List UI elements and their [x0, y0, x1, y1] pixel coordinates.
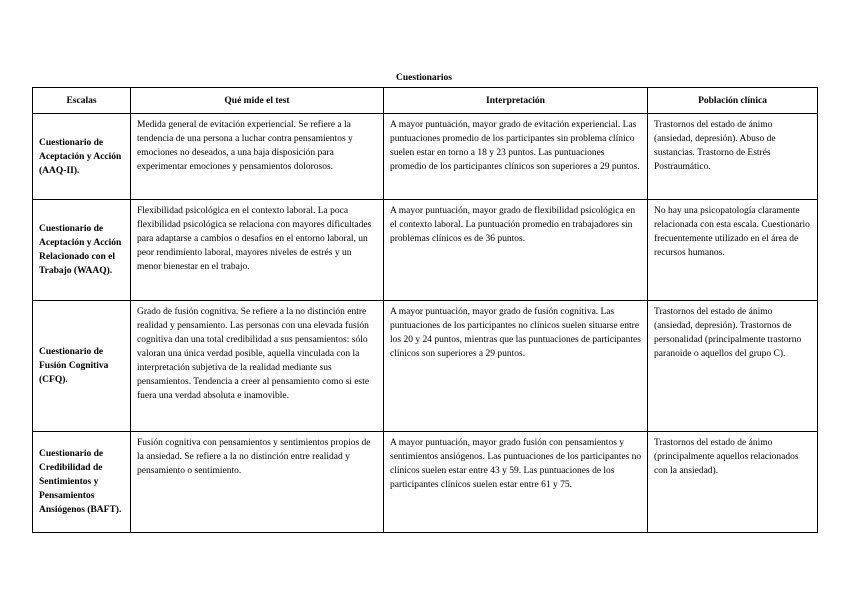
header-measures: Qué mide el test — [131, 88, 384, 114]
population-cell: No hay una psicopatología claramente relacionada con esta escala. Cuestionario frecuentemente utilizado en el área de recursos humanos. — [648, 200, 818, 301]
measures-cell: Fusión cognitiva con pensamientos y sentimientos propios de la ansiedad. Se refiere a la no distinción entre realidad y pensamiento o sentimiento. — [131, 432, 384, 533]
header-scale: Escalas — [33, 88, 131, 114]
table-row — [33, 114, 818, 200]
measures-cell: Medida general de evitación experiencial. Se refiere a la tendencia de una persona a luchar contra pensamientos y emociones no deseados, a una baja disposición para experimentar emociones y pensamientos dolorosos. — [131, 114, 384, 200]
table-row — [33, 432, 818, 533]
scale-cell — [33, 200, 131, 301]
scale-name: Cuestionario de Aceptación y Acción Relacionado con el Trabajo (WAAQ). — [39, 224, 122, 276]
scale-name: Cuestionario de Aceptación y Acción (AAQ-II). — [39, 137, 122, 176]
interpretation-cell: A mayor puntuación, mayor grado fusión con pensamientos y sentimientos ansiógenos. Las puntuaciones de los participantes no clínicos suelen estar entre 43 y 59. Las puntuaciones de los participantes clínicos suelen estar entre 61 y 75. — [384, 432, 648, 533]
interpretation-cell: A mayor puntuación, mayor grado de fusión cognitiva. Las puntuaciones de los participantes no clínicos suelen situarse entre los 20 y 24 puntos, mientras que las puntuaciones de participantes clínicos son superiores a 29 puntos. — [384, 301, 648, 432]
population-cell: Trastornos del estado de ánimo (ansiedad, depresión). Trastornos de personalidad (principalmente trastorno paranoide o aquellos del grupo C). — [648, 301, 818, 432]
population-cell: Trastornos del estado de ánimo (ansiedad, depresión). Abuso de sustancias. Trastorno de Estrés Postraumático. — [648, 114, 818, 200]
questionnaires-table — [32, 87, 818, 533]
scale-cell — [33, 301, 131, 432]
population-cell: Trastornos del estado de ánimo (principalmente aquellos relacionados con la ansiedad). — [648, 432, 818, 533]
interpretation-cell: A mayor puntuación, mayor grado de flexibilidad psicológica en el contexto laboral. La puntuación promedio en trabajadores sin problemas clínicos es de 36 puntos. — [384, 200, 648, 301]
header-interpretation: Interpretación — [384, 88, 648, 114]
scale-name: Cuestionario de Credibilidad de Sentimientos y Pensamientos Ansiógenos (BAFT). — [39, 449, 122, 515]
table-row — [33, 301, 818, 432]
interpretation-cell: A mayor puntuación, mayor grado de evitación experiencial. Las puntuaciones promedio de los participantes sin problema clínico suelen estar en torno a 18 y 23 puntos. Las puntuaciones promedio de los participantes clínicos son superiores a 29 puntos. — [384, 114, 648, 200]
header-population: Población clínica — [648, 88, 818, 114]
table-row — [33, 200, 818, 301]
scale-cell — [33, 114, 131, 200]
measures-cell: Flexibilidad psicológica en el contexto laboral. La poca flexibilidad psicológica se relaciona con mayores dificultades para adaptarse a cambios o desafíos en el entorno laboral, un peor rendimiento laboral, mayores niveles de estrés y un menor bienestar en el trabajo. — [131, 200, 384, 301]
table-header-row — [33, 88, 818, 114]
scale-name: Cuestionario de Fusión Cognitiva (CFQ). — [39, 347, 109, 385]
measures-cell: Grado de fusión cognitiva. Se refiere a la no distinción entre realidad y pensamiento. Las personas con una elevada fusión cognitiva dan una total credibilidad a sus pensamientos: sólo valoran una única verdad posible, aquella vinculada con la interpretación subjetiva de la realidad mediante sus pensamientos. Tendencia a creer al pensamiento como si este fuera una verdad absoluta e inamovible. — [131, 301, 384, 432]
scale-cell — [33, 432, 131, 533]
table-caption: Cuestionarios — [396, 73, 452, 83]
